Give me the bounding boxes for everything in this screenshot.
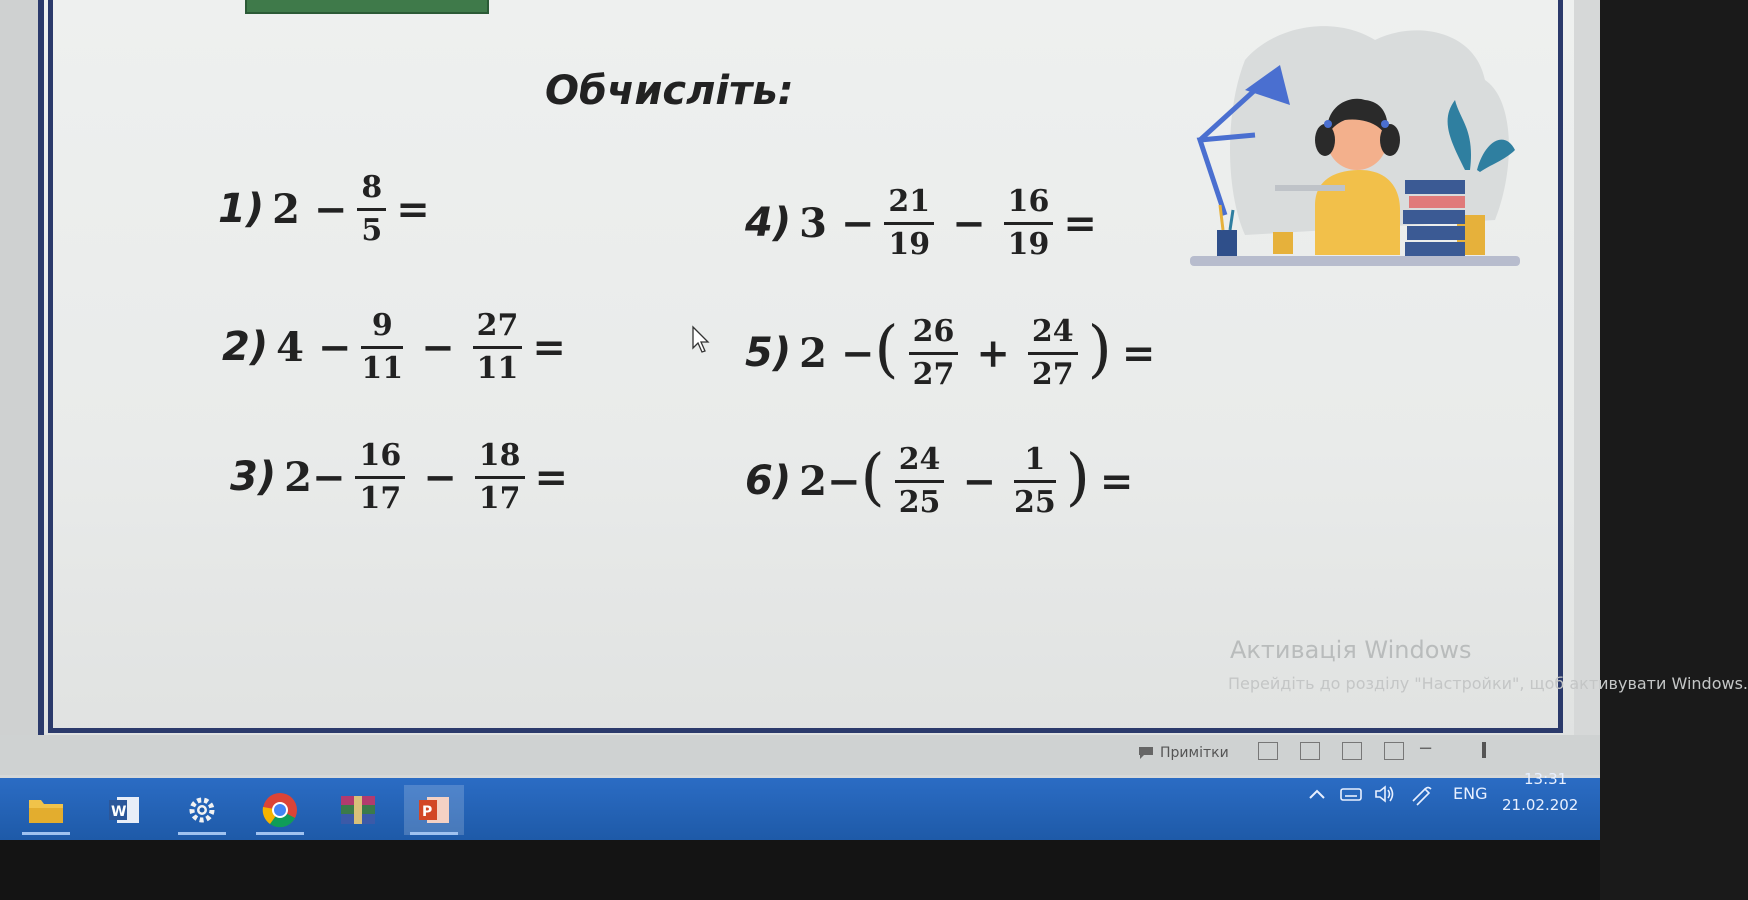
volume-icon[interactable]	[1374, 784, 1396, 804]
problem-lead: 2 −	[799, 329, 875, 377]
problem-6	[745, 440, 1134, 520]
denominator: 17	[359, 480, 402, 516]
fraction-bar	[473, 346, 523, 349]
denominator: 5	[361, 212, 383, 248]
zoom-out-button[interactable]: −	[1418, 738, 1434, 759]
numerator: 1	[1024, 442, 1046, 477]
problem-3	[230, 440, 568, 514]
slideshow-view-icon[interactable]	[1384, 742, 1404, 760]
fraction	[473, 310, 523, 384]
notes-label: Примітки	[1160, 745, 1229, 761]
numerator: 26	[912, 314, 955, 349]
operator: −	[952, 199, 986, 247]
problem-1	[218, 172, 430, 246]
word-icon	[107, 795, 141, 825]
numerator: 8	[361, 170, 383, 205]
fraction	[1004, 186, 1054, 260]
clock-time[interactable]: 13:31	[1524, 770, 1568, 788]
denominator: 11	[476, 350, 519, 386]
running-indicator	[22, 832, 70, 835]
problem-lead: 3 −	[799, 199, 875, 247]
numerator: 16	[359, 438, 402, 473]
denominator: 25	[898, 484, 941, 520]
problem-number: 4)	[745, 200, 792, 246]
fraction-bar	[361, 346, 403, 349]
equals-sign: =	[534, 453, 569, 501]
normal-view-icon[interactable]	[1258, 742, 1278, 760]
folder-icon	[28, 796, 64, 824]
fraction	[355, 440, 405, 514]
chevron-up-icon[interactable]	[1308, 788, 1326, 800]
fraction	[1028, 316, 1078, 390]
notes-icon	[1138, 746, 1154, 760]
problem-lead: 2−	[284, 453, 346, 501]
svg-text:W: W	[111, 804, 127, 820]
fraction-bar	[475, 476, 525, 479]
denominator: 11	[361, 350, 404, 386]
fraction-bar	[895, 480, 945, 483]
open-paren: (	[874, 312, 899, 385]
monitor-bezel	[0, 840, 1600, 900]
denominator: 27	[912, 356, 955, 392]
running-indicator	[178, 832, 226, 835]
equals-sign: =	[1099, 457, 1134, 505]
fraction-bar	[909, 352, 959, 355]
numerator: 16	[1007, 184, 1050, 219]
problem-lead: 2−	[799, 457, 861, 505]
numerator: 18	[478, 438, 521, 473]
gear-icon	[186, 794, 218, 826]
operator: −	[423, 453, 457, 501]
fraction	[361, 310, 403, 384]
svg-text:P: P	[422, 804, 433, 820]
equals-sign: =	[396, 185, 430, 233]
numerator: 9	[371, 308, 393, 343]
pen-icon[interactable]	[1410, 784, 1434, 804]
fraction	[357, 172, 386, 246]
windows-activation-title: Активація Windows	[1230, 636, 1472, 664]
fraction-bar	[1014, 480, 1056, 483]
running-indicator	[410, 832, 458, 835]
problem-number: 2)	[222, 324, 269, 370]
numerator: 21	[888, 184, 931, 219]
slide-title: Обчисліть:	[545, 68, 794, 114]
fraction-bar	[355, 476, 405, 479]
fraction	[909, 316, 959, 390]
settings-button[interactable]	[172, 785, 232, 835]
chrome-button[interactable]	[250, 785, 310, 835]
windows-activation-text: Перейдіть до розділу "Настройки", щоб активувати Windows.	[1228, 674, 1748, 693]
reading-view-icon[interactable]	[1342, 742, 1362, 760]
winrar-button[interactable]	[328, 785, 388, 835]
fraction	[1014, 444, 1056, 518]
problem-number: 5)	[745, 330, 792, 376]
student-illustration	[1185, 20, 1530, 270]
operator: −	[962, 457, 996, 505]
clock-date[interactable]: 21.02.202	[1502, 796, 1579, 814]
slide-sorter-view-icon[interactable]	[1300, 742, 1320, 760]
problem-2	[222, 310, 566, 384]
denominator: 25	[1013, 484, 1056, 520]
keyboard-icon[interactable]	[1340, 786, 1362, 802]
problem-number: 6)	[745, 458, 792, 504]
numerator: 24	[898, 442, 941, 477]
powerpoint-icon	[417, 795, 451, 825]
operator: +	[976, 329, 1010, 377]
fraction-bar	[357, 208, 386, 211]
numerator: 24	[1031, 314, 1074, 349]
winrar-icon	[339, 794, 377, 826]
equals-sign: =	[1063, 199, 1097, 247]
denominator: 19	[888, 226, 931, 262]
zoom-slider-thumb[interactable]	[1482, 742, 1486, 758]
problem-lead: 4 −	[276, 323, 352, 371]
notes-button[interactable]	[1138, 745, 1229, 761]
fraction	[895, 444, 945, 518]
chrome-icon	[262, 792, 298, 828]
numerator: 27	[476, 308, 519, 343]
running-indicator	[256, 832, 304, 835]
equals-sign: =	[532, 323, 566, 371]
problem-4	[745, 186, 1097, 260]
fraction	[475, 440, 525, 514]
fraction	[884, 186, 934, 260]
close-paren: )	[1087, 312, 1112, 385]
powerpoint-button[interactable]	[404, 785, 464, 835]
open-paren: (	[860, 440, 885, 513]
fraction-bar	[884, 222, 934, 225]
problem-number: 1)	[218, 186, 265, 232]
problem-lead: 2 −	[272, 185, 348, 233]
problem-number: 3)	[230, 454, 277, 500]
fraction-bar	[1004, 222, 1054, 225]
fraction-bar	[1028, 352, 1078, 355]
denominator: 27	[1031, 356, 1074, 392]
operator: −	[421, 323, 455, 371]
problem-5	[745, 312, 1156, 392]
file-explorer-button[interactable]	[16, 785, 76, 835]
word-button[interactable]	[94, 785, 154, 835]
denominator: 19	[1007, 226, 1050, 262]
denominator: 17	[478, 480, 521, 516]
language-indicator[interactable]: ENG	[1453, 784, 1488, 803]
equals-sign: =	[1121, 329, 1156, 377]
mouse-cursor-icon	[692, 326, 710, 354]
slide-decoration-tab	[245, 0, 489, 14]
close-paren: )	[1065, 440, 1090, 513]
left-panel-edge	[0, 0, 38, 760]
